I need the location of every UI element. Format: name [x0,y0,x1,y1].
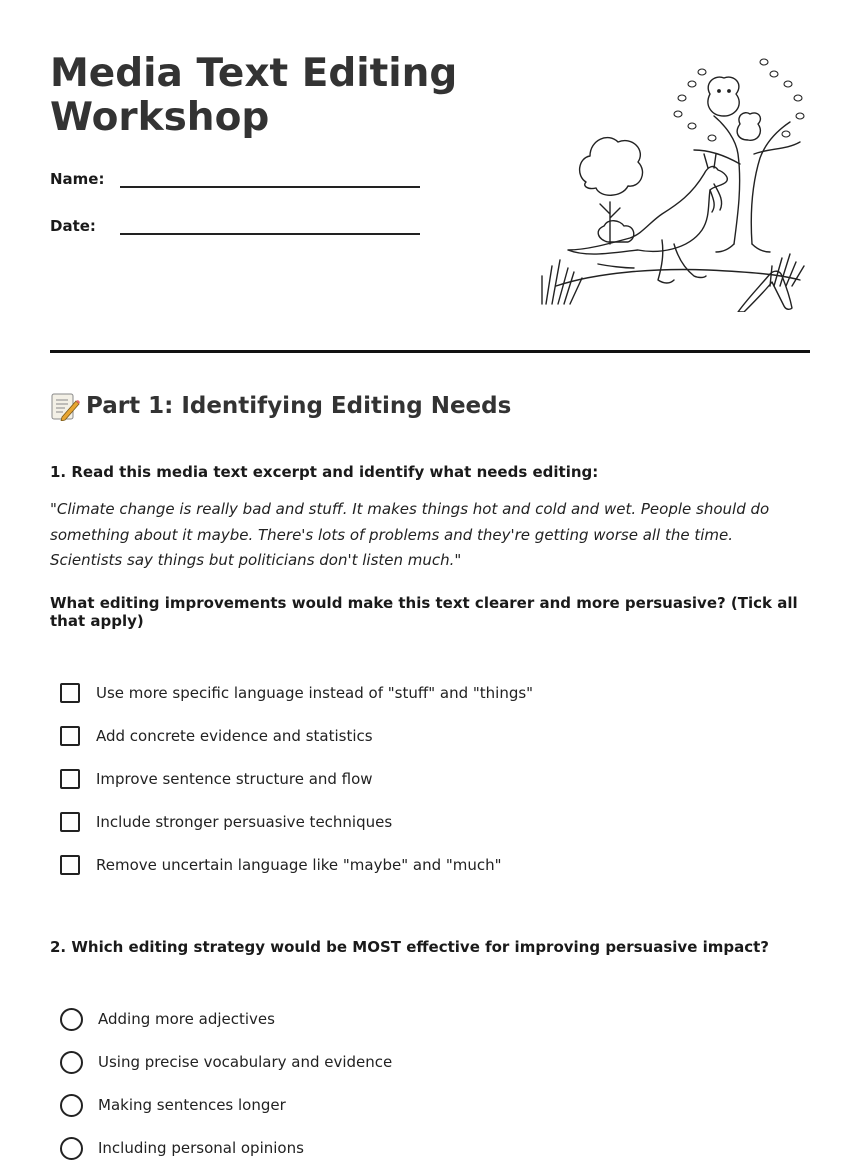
date-line[interactable] [120,219,420,235]
checkbox[interactable] [60,769,80,789]
option-label: Use more specific language instead of "stuff" and "things" [96,684,534,702]
option-label: Remove uncertain language like "maybe" and "much" [96,856,502,874]
option-evidence-statistics[interactable] [60,715,810,758]
option-precise-vocabulary[interactable] [60,1041,810,1084]
option-remove-uncertain-language[interactable] [60,844,810,887]
radio-button[interactable] [60,1094,83,1117]
option-personal-opinions[interactable] [60,1127,810,1170]
checkbox[interactable] [60,726,80,746]
option-label: Using precise vocabulary and evidence [98,1053,393,1071]
radio-button[interactable] [60,1051,83,1074]
radio-button[interactable] [60,1008,83,1031]
name-line[interactable] [120,172,420,188]
option-label: Including personal opinions [98,1139,304,1157]
option-adjectives[interactable] [60,998,810,1041]
option-label: Making sentences longer [98,1096,286,1114]
date-label: Date: [50,217,96,235]
part1-title: Part 1: Identifying Editing Needs [86,393,512,419]
worksheet-title: Media Text Editing Workshop [50,51,458,140]
option-specific-language[interactable] [60,672,810,715]
memo-icon [50,391,80,421]
option-persuasive-techniques[interactable] [60,801,810,844]
option-label: Include stronger persuasive techniques [96,813,393,831]
question-1: 1. Read this media text excerpt and identify what needs editing: [50,463,599,481]
worksheet-header [50,52,810,350]
checkbox[interactable] [60,812,80,832]
radio-options [50,998,810,1170]
option-sentence-structure[interactable] [60,758,810,801]
name-label: Name: [50,170,105,188]
part1-heading [50,389,810,423]
worksheet [50,52,810,1170]
checkbox-options [50,672,810,887]
question-2: 2. Which editing strategy would be MOST effective for improving persuasive impact? [50,937,769,956]
option-label: Adding more adjectives [98,1010,275,1028]
radio-button[interactable] [60,1137,83,1160]
question-1b: What editing improvements would make this text clearer and more persuasive? (Tick all that apply) [50,593,798,630]
option-longer-sentences[interactable] [60,1084,810,1127]
kangaroo-koala-illustration [538,54,810,312]
option-label: Add concrete evidence and statistics [96,727,373,745]
media-excerpt: "Climate change is really bad and stuff. It makes things hot and cold and wet. People should do something about it maybe. There's lots of problems and they're getting worse all the time. Scientists say things but politicians don't listen much." [50,500,770,569]
header-divider [50,350,810,353]
checkbox[interactable] [60,855,80,875]
option-label: Improve sentence structure and flow [96,770,373,788]
checkbox[interactable] [60,683,80,703]
